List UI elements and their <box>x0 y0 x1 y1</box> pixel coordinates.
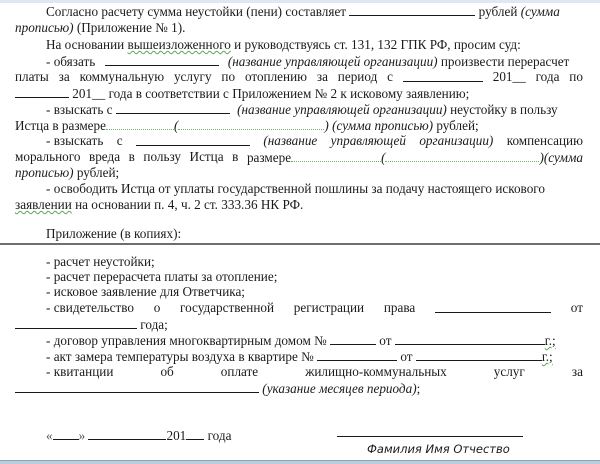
word: платы <box>15 69 49 84</box>
receipts-period-blank[interactable] <box>15 380 259 393</box>
attachment-item-temperature-act <box>15 348 583 364</box>
year-blank[interactable] <box>186 427 204 440</box>
penalty-sum-line-cont <box>15 20 583 36</box>
hint-text: прописью) <box>15 165 74 180</box>
contract-date-blank[interactable] <box>395 332 545 345</box>
amount-digits-blank[interactable] <box>291 149 381 162</box>
text: - акт замера температуры воздуха в квартире № <box>46 349 314 364</box>
moral-damage-amount-line <box>15 149 583 165</box>
page-divider <box>0 243 600 245</box>
certificate-date-blank[interactable] <box>15 316 137 329</box>
hint-text: (название управляющей организации) <box>227 54 438 69</box>
word: по <box>221 69 236 84</box>
text: рублей; <box>76 165 120 180</box>
attachment-item <box>15 284 583 300</box>
attachment-item-contract <box>15 332 583 348</box>
attachments-heading <box>15 226 583 242</box>
act-number-blank[interactable] <box>317 348 397 361</box>
recover-penalty-line <box>15 101 583 117</box>
hint-text: )(сумма <box>539 150 583 165</box>
word: компенсацию <box>506 133 583 148</box>
quote: » <box>78 428 86 443</box>
hint-text: прописью) <box>15 20 74 35</box>
attachment-item-certificate <box>15 300 583 316</box>
word: в <box>232 149 239 164</box>
word: отоплению <box>244 69 307 84</box>
text: и руководствуясь ст. 131, 132 ГПК РФ, просим суд: <box>234 37 521 52</box>
text: (Приложение № 1). <box>76 20 186 35</box>
word: с <box>387 69 394 84</box>
heading-text: Приложение (в копиях): <box>46 226 182 241</box>
oblige-line <box>15 53 583 69</box>
attachment-item-receipts <box>15 364 583 380</box>
day-blank[interactable] <box>53 427 79 440</box>
penalty-sum-line <box>15 3 583 19</box>
text: ; <box>416 381 421 396</box>
word: о <box>153 300 161 315</box>
organization-blank[interactable] <box>116 101 230 114</box>
paren: ( <box>381 150 386 165</box>
moral-damage-amount-cont <box>15 165 583 181</box>
word: коммунальную <box>79 69 165 84</box>
text: - освободить Истца от уплаты государственной пошлины за подачу настоящего искового <box>46 181 545 196</box>
organization-blank[interactable] <box>136 133 250 146</box>
word: по <box>569 69 583 84</box>
signature-line[interactable] <box>337 436 523 437</box>
attachment-item-receipts-cont <box>15 380 583 396</box>
fee-exemption-line <box>15 181 583 197</box>
text: рублей <box>478 4 518 19</box>
month-blank[interactable] <box>88 427 166 440</box>
word: морального <box>15 149 81 164</box>
word: услугу <box>173 69 212 84</box>
spellcheck-word: вышеизложенного <box>127 37 231 52</box>
year-stub: 201__ <box>492 69 526 84</box>
amount-words-blank[interactable] <box>385 149 539 162</box>
text: произвести перерасчет <box>440 54 570 69</box>
quote: « <box>46 428 53 443</box>
word: от <box>400 349 413 364</box>
text: Согласно расчету сумма неустойки (пени) составляет <box>46 4 347 19</box>
act-date-blank[interactable] <box>416 348 542 361</box>
attachment-item-certificate-cont <box>15 316 583 332</box>
recalc-period-end-line <box>15 85 583 101</box>
word: - взыскать <box>46 133 104 148</box>
word: государственной <box>180 300 275 315</box>
word: за <box>58 69 70 84</box>
word: оплате <box>220 364 259 379</box>
amount-digits-blank[interactable] <box>106 117 174 130</box>
paren: ( <box>174 118 179 133</box>
text: года; <box>140 317 168 332</box>
text: 201__ года в соответствии с Приложением № 2 к исковому заявлению; <box>72 86 470 101</box>
recalc-period-line <box>15 69 583 85</box>
word: пользу <box>143 149 181 164</box>
penalty-amount-blank[interactable] <box>349 3 475 16</box>
spellcheck-word: заявлении <box>15 197 72 212</box>
hint-text: управляющей <box>330 133 406 148</box>
hint-text: (название управляющей организации) <box>237 102 447 117</box>
word: вреда <box>88 149 121 164</box>
signature-caption: Фамилия Имя Отчество <box>367 442 510 456</box>
text: - взыскать с <box>46 102 113 117</box>
spellcheck-word: г.; <box>541 349 553 364</box>
word: Истца <box>189 149 224 164</box>
text: На основании <box>46 37 125 52</box>
word: услуг <box>493 364 525 379</box>
text: Истца в размере <box>15 118 106 133</box>
text: неустойку в пользу <box>450 102 558 117</box>
hint-text: (указание месяцев периода) <box>262 381 417 396</box>
request-intro <box>15 37 583 53</box>
hint-text: (сумма <box>520 4 560 19</box>
word: от <box>379 333 392 348</box>
word: права <box>383 300 416 315</box>
text: - расчет перерасчета платы за отопление; <box>46 269 278 284</box>
word: года <box>535 69 560 84</box>
word: об <box>160 364 174 379</box>
penalty-amount-line <box>15 117 583 133</box>
word: жилищно-коммунальных <box>305 364 447 379</box>
word: от <box>570 300 583 315</box>
fee-exemption-cont <box>15 197 583 213</box>
text: на основании п. 4, ч. 2 ст. 333.36 НК РФ. <box>75 197 304 212</box>
word: размере <box>246 150 292 165</box>
year-stub: 201 <box>166 428 187 443</box>
moral-damage-line <box>15 133 583 149</box>
text: - исковое заявление для Ответчика; <box>46 284 245 299</box>
period-end-blank[interactable] <box>15 85 69 98</box>
attachment-item <box>15 269 583 285</box>
hint-text: организации) <box>419 133 494 148</box>
word: - квитанции <box>46 364 114 379</box>
word: период <box>337 69 378 84</box>
paren: ) <box>324 118 329 133</box>
contract-number-blank[interactable] <box>330 332 376 345</box>
hint-text: (сумма прописью) <box>332 118 434 133</box>
text: года <box>207 428 232 443</box>
attachment-item <box>15 254 583 270</box>
amount-words-blank[interactable] <box>178 117 324 130</box>
certificate-number-blank[interactable] <box>435 300 551 313</box>
word: - свидетельство <box>46 300 134 315</box>
word: с <box>116 133 123 148</box>
hint-text: (название <box>263 133 318 148</box>
window-bottom-band <box>0 460 600 464</box>
word: за <box>316 69 328 84</box>
word: в <box>128 149 135 164</box>
text: - договор управления многоквартирным домом № <box>46 333 327 348</box>
text: рублей; <box>436 118 479 133</box>
text: - расчет неустойки; <box>46 254 155 269</box>
date-line <box>46 427 286 443</box>
spellcheck-word: г.; <box>544 333 556 348</box>
word: за <box>571 364 583 379</box>
organization-blank[interactable] <box>105 53 219 66</box>
word: регистрации <box>293 300 365 315</box>
period-start-blank[interactable] <box>403 69 483 82</box>
text: - обязать <box>46 54 96 69</box>
